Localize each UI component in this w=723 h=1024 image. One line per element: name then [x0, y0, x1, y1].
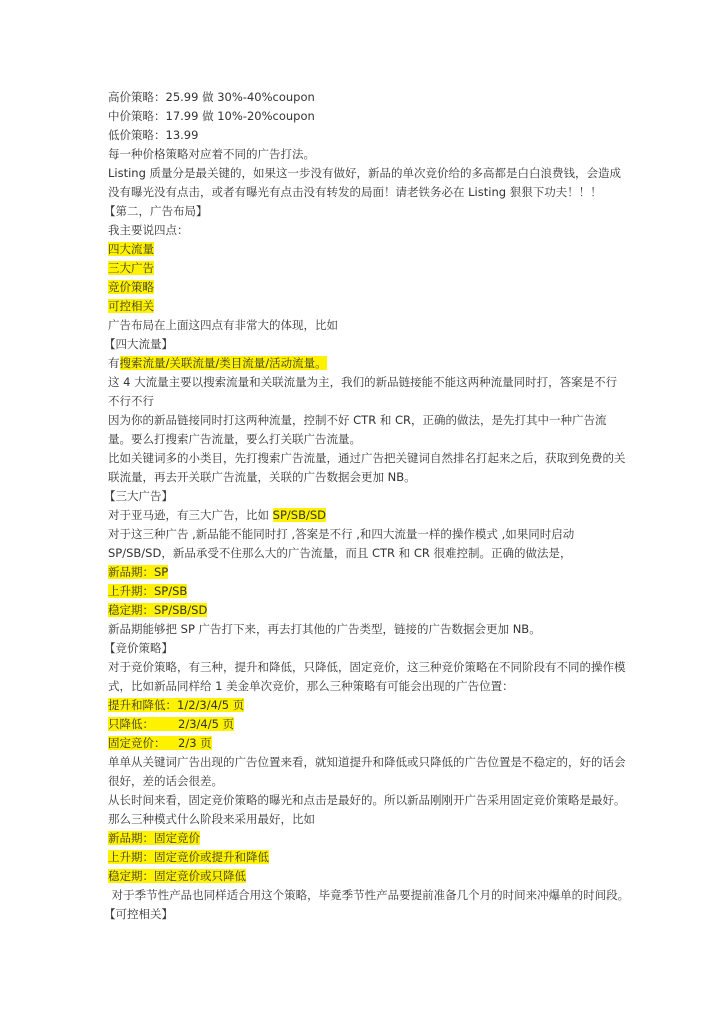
text-run: 固定竞价： [108, 736, 166, 750]
highlighted-item [108, 717, 234, 731]
highlighted-item [108, 736, 212, 750]
highlighted-item: 稳定期：SP/SB/SD [108, 603, 208, 617]
highlighted-item: 上升期：SP/SB [108, 584, 188, 598]
section-heading: 【可控相关】 [104, 907, 173, 921]
highlighted-item: 新品期：SP [108, 565, 169, 579]
highlighted-item: 新品期：固定竞价 [108, 831, 200, 845]
paragraph: 对于这三种广告 ,新品能不能同时打 ,答案是不行 ,和四大流量一样的操作模式 ,如果同时启动 SP/SB/SD，新品承受不住那么大的广告流量，而且 CTR 和 CR 很难控制。正确的做法是， [108, 527, 575, 560]
text-run: 2/3 页 [178, 736, 212, 750]
price-low-line: 低价策略：13.99 [108, 128, 199, 142]
paragraph: 对于季节性产品也同样适合用这个策略，毕竟季节性产品要提前准备几个月的时间来冲爆单的时间段。 [108, 888, 630, 902]
paragraph: 新品期能够把 SP 广告打下来，再去打其他的广告类型，链接的广告数据会更加 NB。 [108, 622, 541, 636]
paragraph: 广告布局在上面这四点有非常大的体现，比如 [108, 318, 338, 332]
highlighted-item: 稳定期：固定竞价或只降低 [108, 869, 246, 883]
paragraph [108, 354, 628, 373]
highlighted-item: 四大流量 [108, 242, 154, 256]
section-heading: 【三大广告】 [104, 489, 173, 503]
price-mid-line: 中价策略：17.99 做 10%-20%coupon [108, 109, 315, 123]
document-body [104, 88, 630, 924]
section-heading: 【第二，广告布局】 [104, 204, 208, 218]
paragraph: 比如关键词多的小类目，先打搜索广告流量，通过广告把关键词自然排名打起来之后，获取到免费的关联流量，再去开关联广告流量，关联的广告数据会更加 NB。 [108, 451, 626, 484]
highlighted-text: 搜索流量/关联流量/类目流量/活动流量。 [119, 356, 327, 370]
paragraph [108, 506, 628, 525]
text-run: 2/3/4/5 页 [178, 717, 235, 731]
paragraph: Listing 质量分是最关键的，如果这一步没有做好，新品的单次竞价给的多高都是白白浪费钱，会造成没有曝光没有点击，或者有曝光有点击没有转发的局面！请老铁务必在 Listing 狠狠下功夫！！！ [108, 166, 622, 199]
highlighted-item: 可控相关 [108, 299, 154, 313]
paragraph: 单单从关键词广告出现的广告位置来看，就知道提升和降低或只降低的广告位置是不稳定的，好的话会很好，差的话会很差。 [108, 755, 626, 788]
section-heading: 【四大流量】 [104, 337, 173, 351]
highlighted-item: 上升期：固定竞价或提升和降低 [108, 850, 269, 864]
price-high-line: 高价策略：25.99 做 30%-40%coupon [108, 90, 315, 104]
paragraph: 这 4 大流量主要以搜索流量和关联流量为主，我们的新品链接能不能这两种流量同时打，答案是不行 不行不行 [108, 375, 618, 408]
text-run: 有 [108, 356, 120, 370]
paragraph: 我主要说四点： [108, 223, 189, 237]
paragraph: 从长时间来看，固定竞价策略的曝光和点击是最好的。所以新品刚刚开广告采用固定竞价策略是最好。 [108, 793, 626, 807]
highlighted-item: 提升和降低：1/2/3/4/5 页 [108, 698, 245, 712]
highlighted-text: SP/SB/SD [272, 508, 326, 522]
paragraph: 每一种价格策略对应着不同的广告打法。 [108, 147, 315, 161]
paragraph: 对于竞价策略，有三种，提升和降低，只降低，固定竞价，这三种竞价策略在不同阶段有不同的操作模式，比如新品同样给 1 美金单次竞价，那么三种策略有可能会出现的广告位置： [108, 660, 626, 693]
paragraph: 因为你的新品链接同时打这两种流量，控制不好 CTR 和 CR，正确的做法，是先打其中一种广告流量。要么打搜索广告流量，要么打关联广告流量。 [108, 413, 607, 446]
highlighted-item: 竞价策略 [108, 280, 154, 294]
text-run: 只降低： [108, 717, 154, 731]
text-run: 对于亚马逊，有三大广告，比如 [108, 508, 273, 522]
section-heading: 【竞价策略】 [104, 641, 173, 655]
highlighted-item: 三大广告 [108, 261, 154, 275]
paragraph: 那么三种模式什么阶段来采用最好，比如 [108, 812, 315, 826]
